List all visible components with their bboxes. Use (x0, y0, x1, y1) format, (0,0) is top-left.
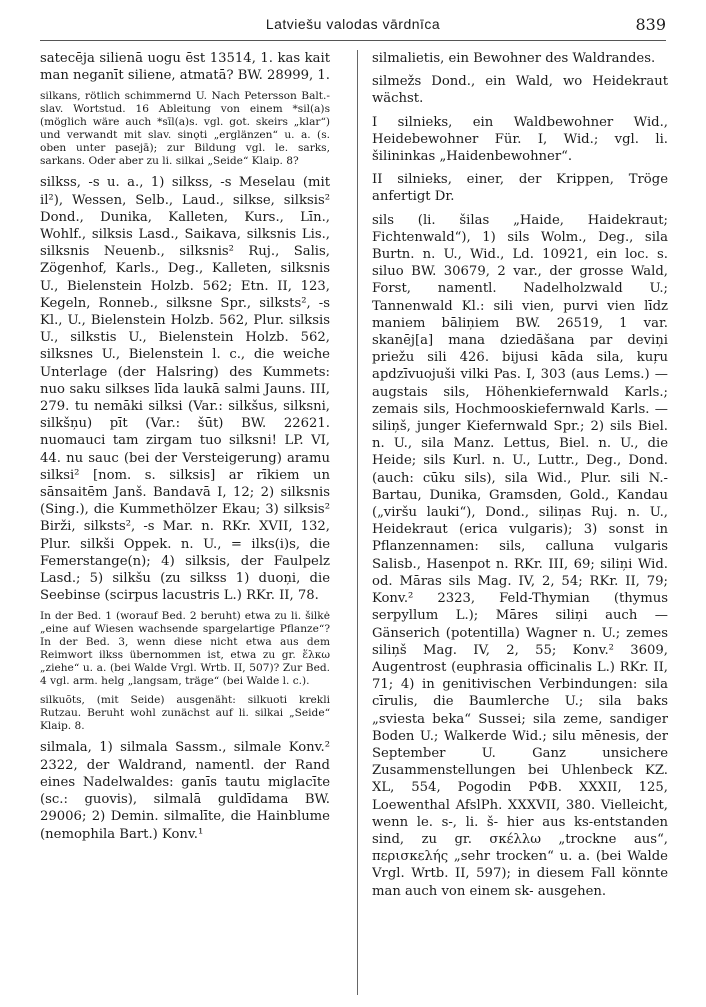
entry-silmalietis: silmalietis, ein Bewohner des Waldrandes. (372, 51, 656, 66)
header-rule (40, 40, 666, 41)
entry-sils: sils (li. šilas „Haide, Haidekraut; Fichtenwald“), 1) sils Wolm., Deg., sila Burtn. n. U., Wid., Ld. 10921, ein loc. s. siluo BW. 30679, 2 var., der grosse Wald, Forst, namentl. Nadelholzwald U.; Tannenwald Kl.: sili vien, purvi vien līdz maniem bāliņiem BW. 26519, 1 var. skanēj[a] mana dziedāšana par deviņi priežu sili 426. bijusi kāda sila, kuŗu apdzīvuojuši vilki Pas. I, 303 (aus Lems.) — augstais sils, Höhenkiefernwald Karls.; zemais sils, Hochmooskiefernwald Karls. — siliņš, junger Kiefernwald Spr.; 2) sils Biel. n. U., sila Manz. Lettus, Biel. n. U., die Heide; sils Kurl. n. U., Luttr., Deg., Dond. (auch: cūku sils), sila Wid., Plur. sili N.-Bartau, Dunika, Gramsden, Gold., Kandau („viršu lauki“), Dond., siliņas Ruj. n. U., Heidekraut (erica vulgaris); 3) sonst in Pflanzennamen: sils, calluna vulgaris Salisb., Hasenpot n. RKr. III, 69; siliņi Wid. od. Māras sils Mag. IV, 2, 54; RKr. II, 79; Konv.² 2323, Feld-Thymian (thymus serpyllum L.); Māres siliņi auch — Gänserich (potentilla) Wagner n. U.; zemes siliņš Mag. IV, 2, 55; Konv.² 3609, Augentrost (euphrasia officinalis L.) RKr. II, 71; 4) in genitivischen Verbindungen: sila cīrulis, die Baumlerche U.; sila baks „sviesta beka“ Sussei; sila zeme, sandiger Boden U.; Walkerde Wid.; silu mēnesis, der September U. Ganz unsichere Zusammenstellungen bei Uhlenbeck KZ. XL, 554, Pogodin PΦB. XXXII, 125, Loewenthal AfslPh. XXXVII, 380. Vielleicht, wenn le. s-, li. š- hier aus ks-entstanden sind, zu gr. σκέλλω „trockne aus“, περισκελής „sehr trocken“ u. a. (bei Walde Vrgl. Wrtb. II, 597); in diesem Fall könnte man auch von einem sk- ausgehen. (372, 212, 668, 899)
left-column (40, 50, 330, 995)
column-divider (357, 50, 358, 995)
page-number: 839 (635, 15, 666, 34)
right-column (372, 50, 668, 995)
running-title: Latviešu valodas vārdnīca (265, 16, 441, 32)
entry-silnieks-1: I silnieks, ein Waldbewohner Wid., Heidebewohner Für. I, Wid.; vgl. li. šilininkas „Haidenbewohner“. (372, 114, 668, 165)
page-header (40, 14, 666, 42)
entry-silnieks-2: II silnieks, einer, der Krippen, Tröge anfertigt Dr. (372, 172, 668, 205)
entry-silkss: silkss, -s u. a., 1) silkss, -s Meselau (mit il²), Wessen, Selb., Laud., silkse, silksis² Dond., Dunika, Kalleten, Kurs., Līn., Wohlf., silksis Lasd., Saikava, silksnis Lis., silksnis Neuenb., silksnis² Ruj., Salis, Zögenhof, Karls., Deg., Kalleten, silksnis U., Bielenstein Holzb. 562; Etn. II, 123, Kegeln, Ronneb., silksne Spr., silksts², -s Kl., U., Bielenstein Holzb. 562, Plur. silksis U., silkstis U., Bielenstein Holzb. 562, silksnes U., Bielenstein l. c., die weiche Unterlage (der Halsring) des Kummets: nuo saku silkses līda laukā salmi Jauns. III, 279. tu nemāki silksi (Var.: silkšus, silksni, silkšņu) pīt (Var.: šūt) BW. 22621. nuomauci tam zirgam tuo silksni! LP. VI, 44. nu sauc (bei der Versteigerung) aramu silksi² [nom. s. silksis] ar rīkiem un sānsaitēm Janš. Bandavā I, 12; 2) silksnis (Sing.), die Kummethölzer Ekau; 3) silksis² Birži, silksts², -s Mar. n. RKr. XVII, 132, Plur. silkši Oppek. n. U., = ilks(i)s, die Femerstange(n); 4) silksis, der Faulpelz Lasd.; 5) silkšu (zu silkss 1) duoņi, die Seebinse (scirpus lacustris L.) RKr. II, 78. (40, 175, 330, 604)
entry-satececa-continuation: satecēja silienā uogu ēst 13514, 1. kas kait man neganīt siliene, atmatā? BW. 28999, 1. (40, 51, 330, 84)
entry-silmezs: silmežs Dond., ein Wald, wo Heidekraut wächst. (372, 74, 668, 107)
entry-silkuots: silkuõts, (mit Seide) ausgenäht: silkuoti krekli Rutzau. Beruht wohl zunächst auf li. silkai „Seide“ Klaip. 8. (40, 694, 330, 733)
entry-silkans: silkans, rötlich schimmernd U. Nach Petersson Balt.-slav. Wortstud. 16 Ableitung von einem *sil(a)s (möglich wäre auch *sīl(a)s. vgl. got. skeirs „klar“) und verwandt mit slav. sinǫti „erglänzen“ u. a. (s. oben unter pasejā); zur Bildung vgl. le. sarks, sarkans. Oder aber zu li. silkai „Seide“ Klaip. 8? (40, 90, 330, 168)
entry-silmala: silmala, 1) silmala Sassm., silmale Konv.² 2322, der Waldrand, namentl. der Rand eines Nadelwaldes: ganīs tautu miglacīte (sc.: guovis), silmalā guldīdama BW. 29006; 2) Demin. silmalīte, die Hainblume (nemophila Bart.) Konv.¹ (40, 740, 330, 842)
entry-silkss-etymology: In der Bed. 1 (worauf Bed. 2 beruht) etwa zu li. šilkė „eine auf Wiesen wachsende spargelartige Pflanze“? In der Bed. 3, wenn diese nicht etwa aus dem Reimwort ilkss übernommen ist, etwa zu gr. ἕλκω „ziehe“ u. a. (bei Walde Vrgl. Wrtb. II, 507)? Zur Bed. 4 vgl. arm. helg „langsam, träge“ (bei Walde l. c.). (40, 610, 330, 688)
